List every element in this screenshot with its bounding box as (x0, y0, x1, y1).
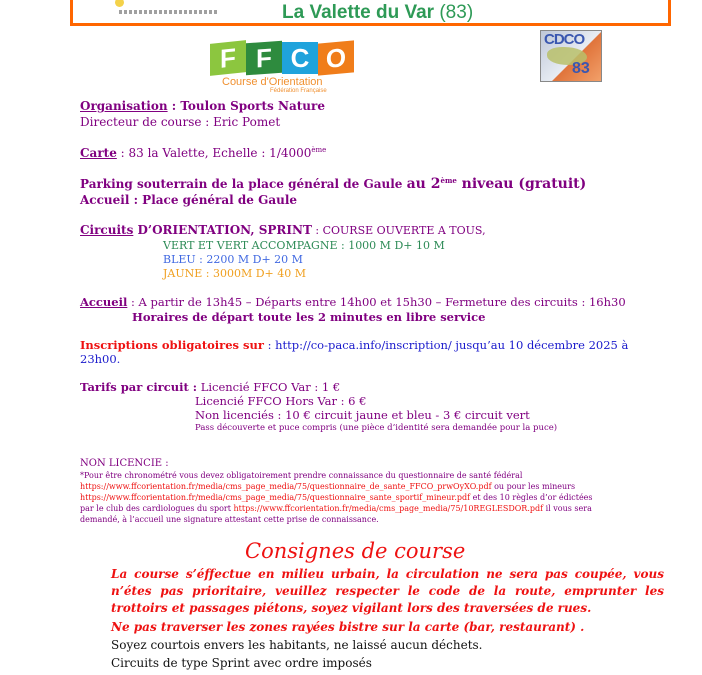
regles-text: et des 10 règles d’or édictées (470, 493, 593, 502)
consignes-sprint: Circuits de type Sprint avec ordre imposés (111, 656, 372, 670)
ffco-letter: C (282, 42, 318, 74)
ffco-letter: F (210, 40, 246, 76)
directeur-line: Directeur de course : Eric Pomet (80, 115, 281, 129)
ffco-logo-caption: Course d'Orientation (222, 76, 323, 88)
horaires-line: Horaires de départ toute les 2 minutes en libre service (132, 310, 486, 324)
consignes-title: Consignes de course (245, 539, 466, 563)
carte-line (80, 146, 326, 161)
circuit-bleu: BLEU : 2200 M D+ 20 M (163, 253, 303, 266)
consignes-paragraph: La course s’éffectue en milieu urbain, la circulation ne sera pas coupée, vous n’étes pas prioritaire, veuillez respecter le code de la route, emprunter les trottoirs et passages piétons, soyez vigilant lors des traversées de rues. (111, 567, 664, 615)
sun-icon (115, 0, 124, 7)
event-location: La Valette du Var (282, 2, 435, 23)
signature-text: demandé, à l’accueil une signature attestant cette prise de connaissance. (80, 515, 379, 524)
inscriptions-time: 23h00. (80, 352, 121, 366)
consignes-warning: Ne pas traverser les zones rayées bistre sur la carte (bar, restaurant) . (111, 620, 585, 634)
tarif-hors-var: Licencié FFCO Hors Var : 6 € (195, 394, 367, 408)
questionnaire-link[interactable]: https://www.ffcorientation.fr/media/cms_page_media/75/questionnaire_de_sante_FFCO_prwOyXO.pdf (80, 482, 492, 491)
circuits-intro: : COURSE OUVERTE A TOUS, (311, 224, 486, 237)
tarifs-note: Pass découverte et puce compris (une pièce d’identité sera demandée pour la puce) (195, 423, 558, 433)
tarif-non-licencie: Non licenciés : 10 € circuit jaune et bleu - 3 € circuit vert (195, 408, 530, 422)
inscriptions-deadline: jusqu’au 10 décembre 2025 à (451, 338, 629, 352)
parking-text: Parking souterrain de la place général de Gaule (80, 177, 407, 191)
regles-dor-link[interactable]: https://www.ffcorientation.fr/media/cms_page_media/75/10REGLESDOR.pdf (233, 504, 544, 513)
cdco-logo (540, 30, 602, 82)
ffco-letter: O (318, 40, 354, 75)
club-text: par le club des cardiologues du sport (80, 504, 234, 513)
parking-line (80, 177, 586, 192)
page-title (282, 2, 473, 24)
circuit-vert: VERT ET VERT ACCOMPAGNE : 1000 M D+ 10 M (163, 239, 445, 252)
inscriptions-label: Inscriptions obligatoires sur (80, 338, 264, 352)
circuits-line (80, 223, 486, 238)
carte-superscript: ème (311, 146, 327, 154)
parking-superscript: ème (440, 176, 457, 185)
mineurs-link-line (80, 492, 593, 503)
organisation-line (80, 99, 325, 114)
inscriptions-line (80, 338, 628, 353)
sera-text: il vous sera (543, 504, 592, 513)
circuits-label: Circuits (80, 223, 134, 237)
inscriptions-separator: : (263, 338, 276, 352)
parking-rest: niveau (gratuit) (456, 176, 587, 192)
logo-tagline-graphic (119, 10, 219, 14)
carte-value: : 83 la Valette, Echelle : 1/4000 (116, 146, 312, 160)
ffco-letter: F (246, 41, 282, 76)
organisation-label: Organisation (80, 99, 168, 113)
inscriptions-link[interactable]: http://co-paca.info/inscription/ (275, 338, 452, 352)
tarifs-line (80, 380, 340, 395)
cdco-logo-text: CDCO (544, 31, 585, 48)
consignes-courtesy: Soyez courtois envers les habitants, ne laissé aucun déchets. (111, 638, 483, 652)
accueil-line (80, 295, 626, 310)
club-logo (115, 4, 220, 16)
accueil-value: : A partir de 13h45 – Départs entre 14h00 et 15h30 – Fermeture des circuits : 16h30 (127, 295, 626, 309)
carte-label: Carte (80, 146, 117, 160)
tarifs-label: Tarifs par circuit : (80, 380, 198, 394)
cdco-logo-number: 83 (572, 60, 590, 77)
ffco-logo (208, 40, 364, 96)
tarif-var: Licencié FFCO Var : 1 € (197, 380, 341, 394)
mineurs-text: ou pour les mineurs (491, 482, 576, 491)
questionnaire-mineur-link[interactable]: https://www.ffcorientation.fr/media/cms_page_media/75/questionnaire_sante_sportif_mineur.pdf (80, 493, 471, 502)
circuits-title: D’ORIENTATION, SPRINT (133, 223, 312, 237)
regles-link-line (80, 503, 592, 514)
non-licencie-text: *Pour être chronométré vous devez obligatoirement prendre connaissance du questionnaire de santé fédéral (80, 471, 523, 480)
ffco-logo-subcaption: Fédération Française (270, 88, 327, 94)
accueil-place-line: Accueil : Place général de Gaule (80, 193, 298, 207)
organisation-value: : Toulon Sports Nature (167, 99, 325, 113)
circuit-jaune: JAUNE : 3000M D+ 40 M (163, 267, 307, 280)
accueil-label: Accueil (80, 295, 128, 309)
event-department: (83) (439, 2, 474, 23)
non-licencie-title: NON LICENCIE : (80, 458, 169, 469)
non-licencie-link-line (80, 481, 575, 492)
parking-level: au 2 (406, 176, 441, 192)
